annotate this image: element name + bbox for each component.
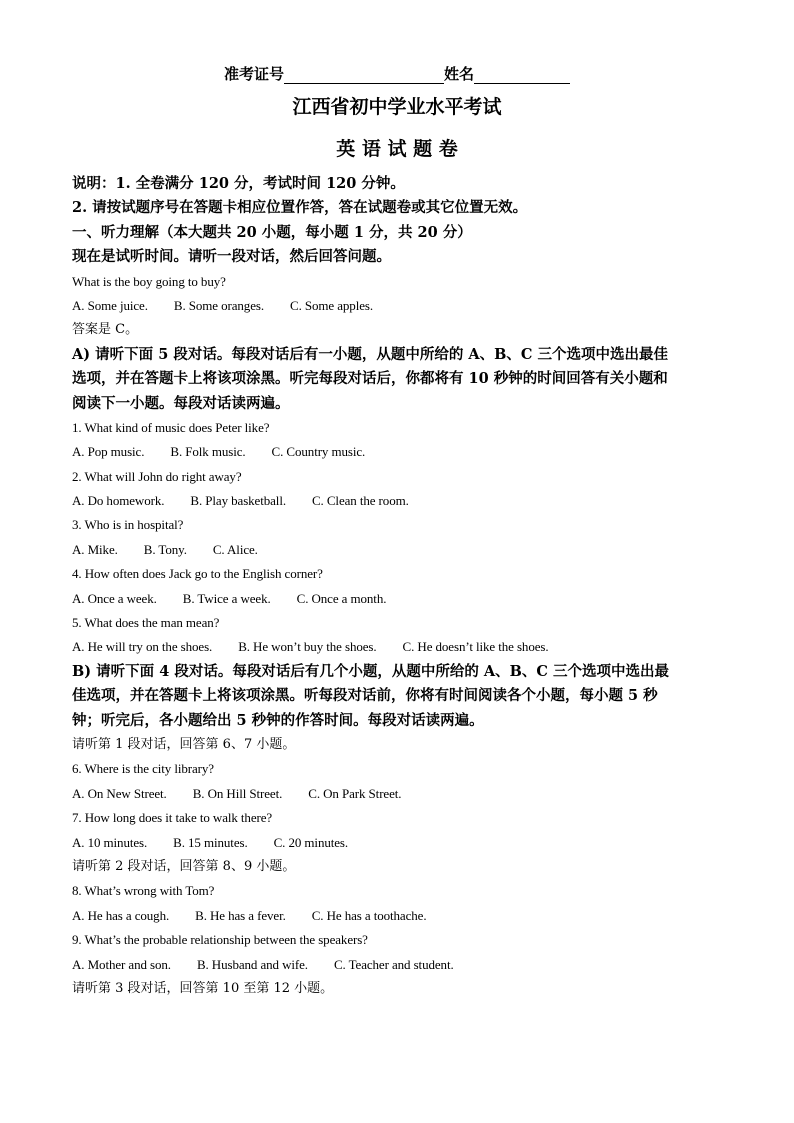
example-intro: 现在是试听时间。请听一段对话，然后回答问题。 bbox=[72, 248, 391, 266]
instruction-line-2: 2. 请按试题序号在答题卡相应位置作答，答在试题卷或其它位置无效。 bbox=[72, 199, 528, 217]
partB-line-3: 钟；听完后，各小题给出 5 秒钟的作答时间。每段对话读两遍。 bbox=[72, 711, 484, 729]
option-b: B. Husband and wife. bbox=[196, 956, 308, 972]
partA-line-1: A) 请听下面 5 段对话。每段对话后有一小题，从题中所给的 A、B、C 三个选项中选出最佳 bbox=[72, 345, 668, 363]
question-2: 2. What will John do right away? bbox=[72, 468, 242, 484]
option-b: B. Play basketball. bbox=[190, 493, 286, 509]
question-3-options bbox=[72, 538, 722, 562]
question-8: 8. What’s wrong with Tom? bbox=[72, 883, 215, 899]
partA-line-2: 选项，并在答题卡上将该项涂黑。听完每段对话后，你都将有 10 秒钟的时间回答有关小题和 bbox=[72, 370, 668, 388]
question-7-options bbox=[72, 831, 722, 855]
option-b: B. He has a fever. bbox=[195, 907, 286, 923]
candidate-info-line bbox=[0, 64, 794, 84]
option-a: A. 10 minutes. bbox=[72, 834, 148, 850]
question-5: 5. What does the man mean? bbox=[72, 615, 220, 631]
partB-instructions bbox=[72, 660, 722, 733]
option-c: C. 20 minutes. bbox=[273, 834, 349, 850]
partB-line-2: 佳选项，并在答题卡上将该项涂黑。听每段对话前，你将有时间阅读各个小题，每小题 5 秒 bbox=[72, 687, 658, 705]
example-options bbox=[72, 294, 722, 318]
option-c: C. On Park Street. bbox=[308, 785, 402, 801]
exam-content bbox=[72, 172, 722, 1001]
question-9: 9. What’s the probable relationship between the speakers? bbox=[72, 932, 368, 948]
option-b: B. He won’t buy the shoes. bbox=[238, 639, 377, 655]
partA-instructions bbox=[72, 343, 722, 416]
question-2-options bbox=[72, 489, 722, 513]
option-a: A. Pop music. bbox=[72, 444, 145, 460]
partB-line-1: B) 请听下面 4 段对话。每段对话后有几个小题，从题中所给的 A、B、C 三个选项中选出最 bbox=[72, 662, 669, 680]
option-b: B. 15 minutes. bbox=[173, 834, 248, 850]
question-6: 6. Where is the city library? bbox=[72, 761, 214, 777]
option-a: A. Once a week. bbox=[72, 590, 157, 606]
option-c: C. Teacher and student. bbox=[333, 956, 454, 972]
example-answer: 答案是 C。 bbox=[72, 322, 139, 338]
option-a: A. He will try on the shoes. bbox=[72, 639, 213, 655]
name-label: 姓名 bbox=[444, 65, 475, 83]
option-a: A. On New Street. bbox=[72, 785, 167, 801]
question-6-options bbox=[72, 782, 722, 806]
exam-number-blank[interactable] bbox=[284, 67, 444, 84]
question-4-options bbox=[72, 587, 722, 611]
example-question: What is the boy going to buy? bbox=[72, 273, 226, 289]
option-a: A. He has a cough. bbox=[72, 907, 170, 923]
option-b: B. Tony. bbox=[143, 541, 187, 557]
question-9-options bbox=[72, 953, 722, 977]
option-a: A. Mother and son. bbox=[72, 956, 171, 972]
exam-subtitle: 英 语 试 题 卷 bbox=[336, 138, 458, 160]
option-a: A. Mike. bbox=[72, 541, 118, 557]
option-c: C. Some apples. bbox=[290, 297, 373, 313]
option-b: B. Twice a week. bbox=[182, 590, 271, 606]
question-4: 4. How often does Jack go to the English corner? bbox=[72, 566, 323, 582]
question-3: 3. Who is in hospital? bbox=[72, 517, 184, 533]
option-a: A. Some juice. bbox=[72, 297, 148, 313]
question-5-options bbox=[72, 635, 722, 659]
option-c: C. He has a toothache. bbox=[311, 907, 427, 923]
dialog1-intro: 请听第 1 段对话，回答第 6、7 小题。 bbox=[72, 736, 296, 752]
exam-number-label: 准考证号 bbox=[223, 65, 284, 83]
dialog2-intro: 请听第 2 段对话，回答第 8、9 小题。 bbox=[72, 858, 296, 874]
name-blank[interactable] bbox=[474, 67, 570, 84]
question-1: 1. What kind of music does Peter like? bbox=[72, 419, 270, 435]
exam-title: 江西省初中学业水平考试 bbox=[292, 96, 502, 118]
question-8-options bbox=[72, 904, 722, 928]
option-a: A. Do homework. bbox=[72, 493, 165, 509]
partA-line-3: 阅读下一小题。每段对话读两遍。 bbox=[72, 394, 290, 412]
instruction-line-1: 说明：1. 全卷满分 120 分，考试时间 120 分钟。 bbox=[72, 175, 405, 192]
dialog3-intro: 请听第 3 段对话，回答第 10 至第 12 小题。 bbox=[72, 980, 334, 996]
option-c: C. Country music. bbox=[271, 444, 366, 460]
section1-heading: 一、听力理解（本大题共 20 小题，每小题 1 分，共 20 分） bbox=[72, 223, 472, 241]
question-1-options bbox=[72, 440, 722, 464]
question-7: 7. How long does it take to walk there? bbox=[72, 810, 273, 826]
option-c: C. Alice. bbox=[212, 541, 258, 557]
option-b: B. Some oranges. bbox=[173, 297, 264, 313]
option-b: B. On Hill Street. bbox=[192, 785, 283, 801]
option-c: C. Clean the room. bbox=[311, 493, 409, 509]
option-c: C. He doesn’t like the shoes. bbox=[402, 639, 549, 655]
option-c: C. Once a month. bbox=[296, 590, 387, 606]
option-b: B. Folk music. bbox=[170, 444, 246, 460]
